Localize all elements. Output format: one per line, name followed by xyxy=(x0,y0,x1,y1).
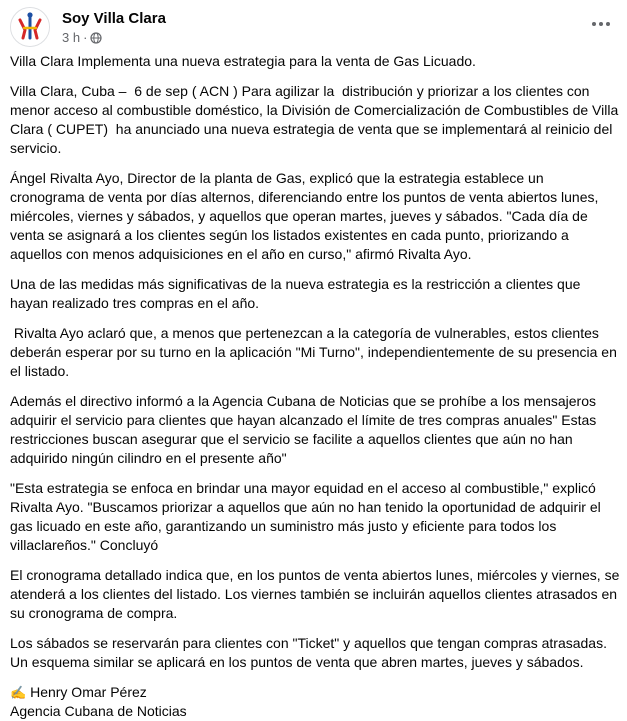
post-text xyxy=(10,52,624,721)
post-paragraph: Rivalta Ayo aclaró que, a menos que pertenezcan a la categoría de vulnerables, estos clientes deberán esperar por su turno en la aplicación "Mi Turno", independientemente de su presencia en el listado. xyxy=(10,325,621,379)
signature-line xyxy=(10,683,620,702)
post-paragraph: Ángel Rivalta Ayo, Director de la planta de Gas, explicó que la estrategia establece un cronograma de venta por días alternos, diferenciando entre los puntos de venta abiertos lunes, miércoles, viernes y sábados, y aquellos que operan martes, jueves y sábados. "Cada día de venta se asignará a los clientes según los listados existentes en cada punto, priorizando a aquellos con menos adquisiciones en el año en curso," afirmó Rivalta Ayo. xyxy=(10,170,603,262)
page-name-link[interactable]: Soy Villa Clara xyxy=(62,10,166,27)
post-options-button[interactable] xyxy=(589,12,613,36)
writing-hand-icon: ✍️ xyxy=(10,685,27,700)
meta-separator: · xyxy=(83,30,88,45)
more-horizontal-icon xyxy=(591,21,611,27)
post-paragraph: Una de las medidas más significativas de la nueva estrategia es la restricción a clientes que hayan realizado tres compras en el año. xyxy=(10,276,585,311)
post-paragraph: Los sábados se reservarán para clientes con "Ticket" y aquellos que tengan compras atrasadas. Un esquema similar se aplicará en los puntos de venta que abren martes, jueves y sábados. xyxy=(10,635,611,670)
post-paragraph: Además el directivo informó a la Agencia Cubana de Noticias que se prohíbe a los mensajeros adquirir el servicio para clientes que hayan alcanzado el límite de tres compras anuales" Estas restricciones buscan asegurar que el servicio se facilite a aquellos clientes que aún no han adquirido ningún cilindro en el presente año" xyxy=(10,393,601,466)
post-paragraph: Villa Clara, Cuba – 6 de sep ( ACN ) Para agilizar la distribución y priorizar a los clientes con menor acceso al combustible doméstico, la División de Comercialización de Combustibles de Villa Clara ( CUPET) ha anunciado una nueva estrategia de venta que se implementará al reinicio del servicio. xyxy=(10,83,623,156)
signature-name: Henry Omar Pérez xyxy=(26,684,147,700)
page-avatar[interactable] xyxy=(10,7,50,47)
post-header xyxy=(10,6,617,48)
signature-agency: Agencia Cubana de Noticias xyxy=(10,703,187,719)
post-paragraph: "Esta estrategia se enfoca en brindar una mayor equidad en el acceso al combustible," explicó Rivalta Ayo. "Buscamos priorizar a aquellos que aún no han tenido la oportunidad de adquirir el gas licuado en este año, garantizando un suministro más justo y eficiente para todos los villaclareños." Concluyó xyxy=(10,480,605,553)
post-paragraph: Villa Clara Implementa una nueva estrategia para la venta de Gas Licuado. xyxy=(10,53,476,69)
post-paragraph: El cronograma detallado indica que, en los puntos de venta abiertos lunes, miércoles y viernes, se atenderá a los clientes del listado. Los viernes también se incluirán aquellos clientes atrasados en su cronograma de compra. xyxy=(10,567,624,621)
page-logo-icon xyxy=(11,8,49,46)
globe-icon[interactable] xyxy=(90,32,102,44)
author-block xyxy=(62,10,166,46)
post-meta xyxy=(62,30,166,46)
post-time-link[interactable]: 3 h xyxy=(62,30,81,45)
